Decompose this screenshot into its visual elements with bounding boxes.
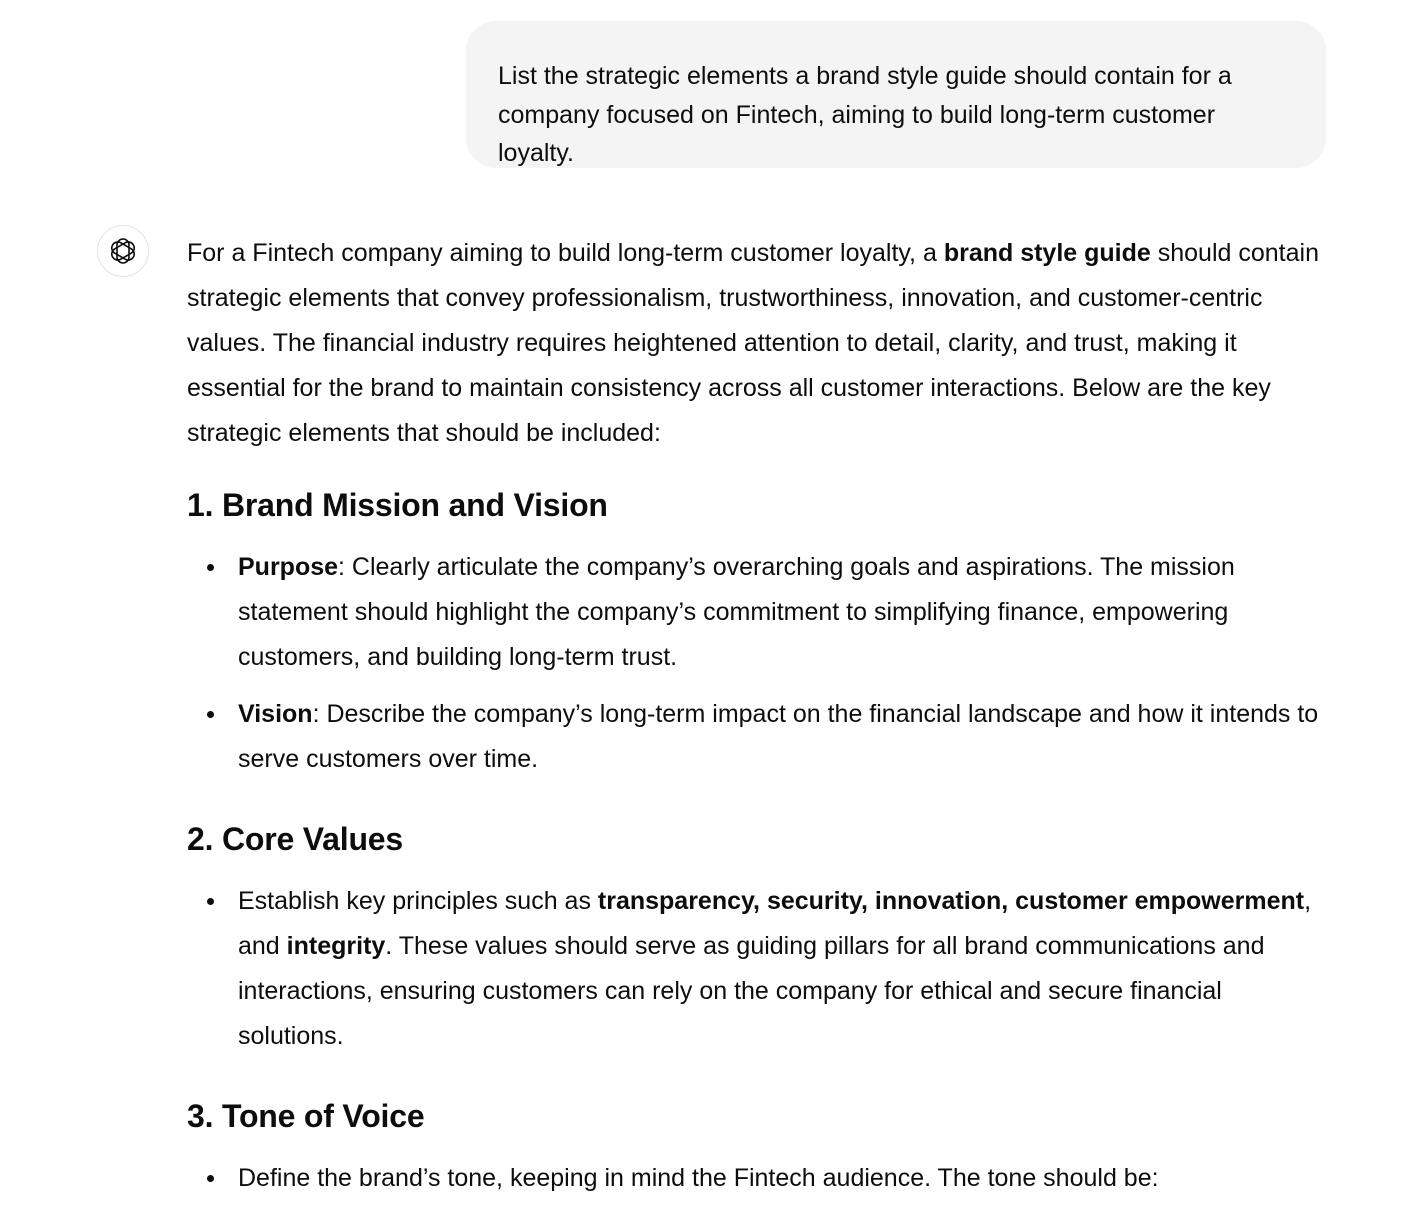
tone-bullets [187,1156,1327,1201]
section-heading-core-values: 2. Core Values [187,821,403,857]
list-item: Define the brand’s tone, keeping in mind the Fintech audience. The tone should be: [238,1156,1327,1201]
intro-text-end: should contain strategic elements that convey professionalism, trustworthiness, innovation, and customer-centric values. The financial industry requires heightened attention to detail, clarity, and trust, making it essential for the brand to maintain consistency across all customer interactions. Below are the key strategic elements that should be included: [187,239,1319,447]
bullet-text: Establish key principles such as [238,887,598,915]
bullet-text: . These values should serve as guiding pillars for all brand communications and interactions, ensuring customers can rely on the company for ethical and secure financial solutions. [238,932,1265,1050]
intro-paragraph [187,231,1327,456]
user-message-text: List the strategic elements a brand style guide should contain for a company focused on Fintech, aiming to build long-term customer loyalty. [498,62,1232,167]
bullet-bold-integrity: integrity [286,932,386,960]
bullet-text: : Clearly articulate the company’s overarching goals and aspirations. The mission statement should highlight the company’s commitment to simplifying finance, empowering customers, and building long-term trust. [238,553,1235,671]
bullet-bold-values: transparency, security, innovation, customer empowerment [597,887,1305,915]
section-heading-mission: 1. Brand Mission and Vision [187,487,608,523]
bullet-bold-label: Vision [238,700,313,728]
list-item [238,692,1327,782]
core-values-bullets [187,879,1327,1059]
bullet-bold-label: Purpose [238,553,339,581]
bullet-text: , and [238,887,1312,960]
list-item [238,545,1327,680]
assistant-response [187,231,1327,1201]
bullet-text: : Describe the company’s long-term impact on the financial landscape and how it intends to serve customers over time. [238,700,1319,773]
intro-bold-phrase: brand style guide [943,239,1151,267]
user-message-bubble [466,21,1326,168]
section-heading-tone-of-voice: 3. Tone of Voice [187,1098,425,1134]
intro-text-start: For a Fintech company aiming to build long-term customer loyalty, a [187,239,944,267]
assistant-avatar [97,225,149,277]
mission-bullets [187,545,1327,782]
openai-logo-icon [108,236,138,266]
list-item [238,879,1327,1059]
